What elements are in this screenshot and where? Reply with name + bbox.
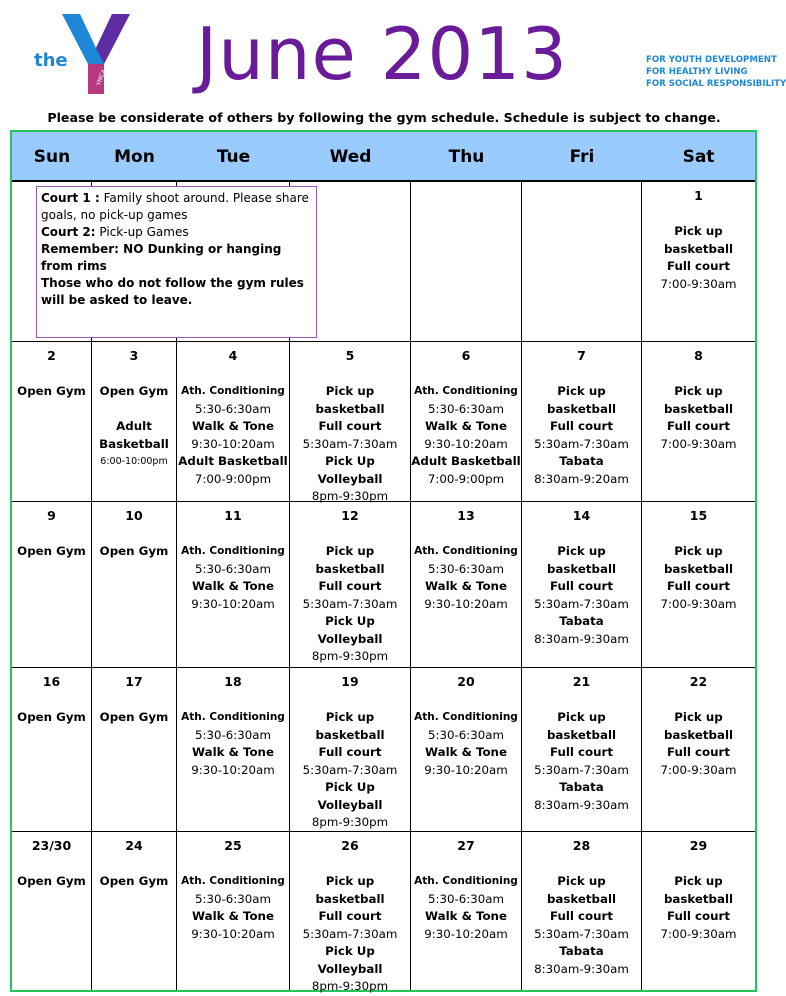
day-events bbox=[411, 383, 521, 488]
calendar-day-cell bbox=[522, 832, 642, 990]
calendar-day-cell bbox=[290, 502, 411, 668]
event-line: Pick up basketball bbox=[315, 384, 385, 416]
event-line: Open Gym bbox=[99, 384, 169, 398]
day-events bbox=[177, 383, 289, 488]
event-line: Ath. Conditioning bbox=[181, 385, 285, 397]
event-line: Volleyball bbox=[317, 631, 383, 646]
event-line: 5:30-6:30am bbox=[195, 727, 271, 742]
event-line: Pick Up bbox=[325, 614, 375, 628]
day-number: 7 bbox=[577, 348, 586, 363]
event-line: 5:30-6:30am bbox=[428, 727, 504, 742]
day-number: 9 bbox=[47, 508, 56, 523]
event-line: 7:00-9:30am bbox=[660, 596, 737, 611]
event-line: Tabata bbox=[559, 454, 604, 468]
event-line: 5:30am-7:30am bbox=[302, 762, 398, 777]
event-line: Pick Up bbox=[325, 944, 375, 958]
event-line: Walk & Tone bbox=[425, 909, 507, 923]
event-line: Open Gym bbox=[99, 874, 169, 888]
event-line: 5:30am-7:30am bbox=[302, 436, 398, 451]
day-number: 1 bbox=[694, 188, 703, 203]
calendar-day-cell bbox=[522, 182, 642, 342]
event-line: Adult bbox=[116, 419, 152, 433]
event-line: Full court bbox=[666, 419, 731, 433]
day-events bbox=[411, 543, 521, 613]
day-number: 23/30 bbox=[31, 838, 72, 853]
event-line: Ath. Conditioning bbox=[181, 875, 285, 887]
day-number: 3 bbox=[129, 348, 139, 363]
event-line: Full court bbox=[666, 579, 731, 593]
event-line: 7:00-9:30am bbox=[660, 436, 737, 451]
gym-rules-note bbox=[36, 186, 317, 338]
court1-text: Family shoot around. Please share goals, no pick-up games bbox=[41, 191, 309, 222]
event-line: Walk & Tone bbox=[425, 579, 507, 593]
day-number: 5 bbox=[345, 348, 355, 363]
event-line: 8pm-9:30pm bbox=[311, 815, 389, 829]
event-line: Ath. Conditioning bbox=[181, 711, 285, 723]
calendar-day-cell bbox=[177, 502, 290, 668]
day-number: 21 bbox=[572, 674, 591, 689]
event-line: Full court bbox=[318, 909, 382, 923]
event-line: Pick up basketball bbox=[663, 224, 734, 256]
event-line: 8:30am-9:30am bbox=[534, 797, 629, 812]
day-events bbox=[12, 383, 91, 401]
calendar-day-cell bbox=[290, 668, 411, 832]
event-line: Pick up basketball bbox=[663, 710, 734, 742]
event-line: Full court bbox=[549, 909, 614, 923]
day-events bbox=[290, 543, 410, 666]
day-header-sun: Sun bbox=[33, 147, 71, 167]
event-line: Pick up basketball bbox=[546, 384, 617, 416]
event-line: Open Gym bbox=[17, 710, 86, 724]
calendar-day-cell bbox=[92, 342, 177, 502]
calendar-day-cell bbox=[177, 342, 290, 502]
event-line: 9:30-10:20am bbox=[424, 762, 508, 777]
calendar-day-cell bbox=[12, 342, 92, 502]
logo-small: YMCA bbox=[95, 68, 108, 87]
day-number bbox=[522, 188, 641, 206]
day-events bbox=[522, 543, 641, 648]
event-line: Tabata bbox=[559, 614, 604, 628]
day-number bbox=[411, 188, 521, 206]
page-title: June 2013 bbox=[196, 12, 568, 96]
day-events bbox=[92, 873, 176, 891]
day-events bbox=[642, 709, 755, 779]
event-line: 8pm-9:30pm bbox=[311, 489, 389, 503]
event-line: Pick up basketball bbox=[546, 874, 617, 906]
day-number: 2 bbox=[47, 348, 56, 363]
remember-rule: Remember: NO Dunking or hanging from rims bbox=[41, 242, 282, 273]
day-events bbox=[642, 223, 755, 293]
calendar-day-cell bbox=[522, 502, 642, 668]
calendar-day-cell bbox=[290, 342, 411, 502]
calendar-day-cell bbox=[92, 832, 177, 990]
event-line: Full court bbox=[318, 419, 382, 433]
schedule-notice: Please be considerate of others by following the gym schedule. Schedule is subject to change. bbox=[47, 110, 721, 125]
day-events bbox=[411, 873, 521, 943]
calendar-day-cell bbox=[411, 832, 522, 990]
day-events bbox=[177, 709, 289, 779]
event-line: Pick up basketball bbox=[315, 874, 385, 906]
event-line: 5:30am-7:30am bbox=[534, 762, 629, 777]
event-line: Walk & Tone bbox=[192, 419, 274, 433]
court2-label: Court 2: bbox=[41, 225, 96, 239]
event-line: 9:30-10:20am bbox=[424, 436, 508, 451]
event-line: Tabata bbox=[559, 780, 604, 794]
event-line: 9:30-10:20am bbox=[191, 596, 275, 611]
event-line: Walk & Tone bbox=[192, 909, 274, 923]
day-number: 11 bbox=[224, 508, 242, 523]
day-events bbox=[290, 873, 410, 996]
event-line: 5:30am-7:30am bbox=[534, 596, 629, 611]
event-line: 7:00-9:00pm bbox=[194, 471, 272, 486]
event-line: 7:00-9:00pm bbox=[427, 471, 505, 486]
day-number: 28 bbox=[572, 838, 591, 853]
event-line: Pick up basketball bbox=[663, 874, 734, 906]
tagline bbox=[646, 54, 786, 90]
event-line: Ath. Conditioning bbox=[181, 545, 285, 557]
event-line: 9:30-10:20am bbox=[191, 926, 275, 941]
event-line: Pick Up bbox=[325, 454, 375, 468]
day-number: 27 bbox=[457, 838, 475, 853]
event-line: Ath. Conditioning bbox=[414, 385, 518, 397]
day-events bbox=[522, 709, 641, 814]
event-line: Pick up basketball bbox=[663, 544, 734, 576]
day-header-tue: Tue bbox=[216, 147, 251, 167]
event-line: 7:00-9:30am bbox=[660, 276, 737, 291]
calendar-day-cell bbox=[411, 502, 522, 668]
calendar-day-cell bbox=[642, 342, 755, 502]
day-number: 6 bbox=[461, 348, 471, 363]
event-line: Walk & Tone bbox=[192, 745, 274, 759]
event-line: 6:00-10:00pm bbox=[100, 456, 168, 467]
event-line: Volleyball bbox=[317, 797, 383, 812]
day-number: 15 bbox=[689, 508, 708, 523]
day-events bbox=[12, 873, 91, 891]
event-line: Open Gym bbox=[17, 874, 86, 888]
event-line: Volleyball bbox=[317, 961, 383, 976]
event-line: Volleyball bbox=[317, 471, 383, 486]
tagline-line: FOR YOUTH DEVELOPMENT bbox=[646, 55, 777, 65]
day-events bbox=[411, 709, 521, 779]
event-line: 5:30am-7:30am bbox=[302, 926, 398, 941]
event-line: 5:30am-7:30am bbox=[302, 596, 398, 611]
event-line: Walk & Tone bbox=[425, 745, 507, 759]
calendar-day-cell bbox=[642, 182, 755, 342]
logo-word: the bbox=[34, 50, 68, 71]
event-line: 5:30am-7:30am bbox=[534, 926, 629, 941]
day-events bbox=[642, 873, 755, 943]
day-number: 26 bbox=[341, 838, 359, 853]
day-events bbox=[290, 709, 410, 832]
calendar-day-cell bbox=[92, 668, 177, 832]
day-number: 20 bbox=[457, 674, 475, 689]
day-number: 29 bbox=[689, 838, 708, 853]
event-line: 7:00-9:30am bbox=[660, 926, 737, 941]
tagline-line: FOR HEALTHY LIVING bbox=[646, 67, 748, 77]
day-header-sat: Sat bbox=[682, 147, 715, 167]
calendar-day-cell bbox=[92, 502, 177, 668]
day-number: 14 bbox=[572, 508, 591, 523]
event-line: 5:30-6:30am bbox=[428, 891, 504, 906]
event-line: Pick up basketball bbox=[546, 710, 617, 742]
calendar-day-cell bbox=[642, 502, 755, 668]
event-line: 9:30-10:20am bbox=[424, 926, 508, 941]
event-line: Full court bbox=[666, 259, 731, 273]
event-line: Full court bbox=[318, 579, 382, 593]
day-events bbox=[92, 383, 176, 471]
event-line: Pick up basketball bbox=[315, 544, 385, 576]
day-events bbox=[642, 543, 755, 613]
day-events bbox=[290, 383, 410, 506]
day-events bbox=[92, 709, 176, 727]
day-number: 16 bbox=[42, 674, 61, 689]
court2-text: Pick-up Games bbox=[95, 225, 189, 239]
day-events bbox=[12, 543, 91, 561]
calendar-day-cell bbox=[290, 832, 411, 993]
day-events bbox=[12, 709, 91, 727]
day-number: 17 bbox=[125, 674, 143, 689]
day-events bbox=[642, 383, 755, 453]
day-header-mon: Mon bbox=[114, 147, 155, 167]
event-line: 8pm-9:30pm bbox=[311, 649, 389, 663]
event-line: 5:30-6:30am bbox=[195, 401, 271, 416]
event-line: Adult Basketball bbox=[411, 454, 521, 468]
day-number: 13 bbox=[457, 508, 475, 523]
event-line: 5:30am-7:30am bbox=[534, 436, 629, 451]
calendar-day-cell bbox=[522, 342, 642, 502]
day-number: 8 bbox=[694, 348, 703, 363]
event-line: 9:30-10:20am bbox=[191, 762, 275, 777]
day-number: 18 bbox=[224, 674, 242, 689]
calendar-day-cell bbox=[177, 832, 290, 990]
event-line: Pick up basketball bbox=[663, 384, 734, 416]
event-line: Ath. Conditioning bbox=[414, 545, 518, 557]
day-header-bar bbox=[12, 132, 755, 182]
event-line: Ath. Conditioning bbox=[414, 711, 518, 723]
calendar-day-cell bbox=[177, 668, 290, 832]
calendar-day-cell bbox=[12, 832, 92, 990]
day-number: 10 bbox=[125, 508, 143, 523]
day-number: 25 bbox=[224, 838, 242, 853]
calendar-day-cell bbox=[642, 832, 755, 990]
calendar-day-cell bbox=[411, 182, 522, 342]
event-line: 8:30am-9:30am bbox=[534, 631, 629, 646]
event-line: 7:00-9:30am bbox=[660, 762, 737, 777]
day-events bbox=[92, 543, 176, 561]
tagline-line: FOR SOCIAL RESPONSIBILITY bbox=[646, 79, 786, 89]
day-header-fri: Fri bbox=[569, 147, 595, 167]
event-line: Full court bbox=[318, 745, 382, 759]
day-header-thu: Thu bbox=[448, 147, 485, 167]
event-line: Full court bbox=[666, 909, 731, 923]
event-line: 8:30am-9:30am bbox=[534, 961, 629, 976]
event-line: Full court bbox=[549, 745, 614, 759]
event-line: Open Gym bbox=[99, 544, 169, 558]
ymca-logo bbox=[34, 14, 134, 94]
day-number: 12 bbox=[341, 508, 359, 523]
event-line: Open Gym bbox=[17, 384, 86, 398]
event-line: Pick up basketball bbox=[546, 544, 617, 576]
event-line: Basketball bbox=[99, 436, 169, 451]
day-header-wed: Wed bbox=[329, 147, 372, 167]
event-line: 5:30-6:30am bbox=[428, 401, 504, 416]
event-line: Pick up basketball bbox=[315, 710, 385, 742]
court1-label: Court 1 : bbox=[41, 191, 100, 205]
event-line: 5:30-6:30am bbox=[195, 561, 271, 576]
event-line: Full court bbox=[549, 579, 614, 593]
event-line: Walk & Tone bbox=[192, 579, 274, 593]
event-line: Adult Basketball bbox=[178, 454, 288, 468]
event-line: Tabata bbox=[559, 944, 604, 958]
event-line: 8pm-9:30pm bbox=[311, 979, 389, 993]
calendar-day-cell bbox=[12, 668, 92, 832]
event-line: Open Gym bbox=[17, 544, 86, 558]
event-line: 9:30-10:20am bbox=[191, 436, 275, 451]
day-events bbox=[522, 873, 641, 978]
event-line bbox=[92, 401, 176, 419]
calendar-day-cell bbox=[411, 342, 522, 502]
event-line: Full court bbox=[666, 745, 731, 759]
day-events bbox=[522, 383, 641, 488]
calendar-day-cell bbox=[522, 668, 642, 832]
day-number: 22 bbox=[689, 674, 708, 689]
event-line: 5:30-6:30am bbox=[428, 561, 504, 576]
day-events bbox=[177, 543, 289, 613]
event-line: Ath. Conditioning bbox=[414, 875, 518, 887]
event-line: Open Gym bbox=[99, 710, 169, 724]
event-line: Full court bbox=[549, 419, 614, 433]
event-line: 8:30am-9:20am bbox=[534, 471, 629, 486]
day-number: 4 bbox=[228, 348, 238, 363]
calendar-day-cell bbox=[411, 668, 522, 832]
warning-rule: Those who do not follow the gym rules will be asked to leave. bbox=[41, 276, 304, 307]
calendar-day-cell bbox=[12, 502, 92, 668]
event-line: Pick Up bbox=[325, 780, 375, 794]
day-number: 24 bbox=[125, 838, 143, 853]
calendar-day-cell bbox=[642, 668, 755, 832]
event-line: 5:30-6:30am bbox=[195, 891, 271, 906]
event-line: 9:30-10:20am bbox=[424, 596, 508, 611]
event-line: Walk & Tone bbox=[425, 419, 507, 433]
day-events bbox=[177, 873, 289, 943]
day-number: 19 bbox=[341, 674, 359, 689]
